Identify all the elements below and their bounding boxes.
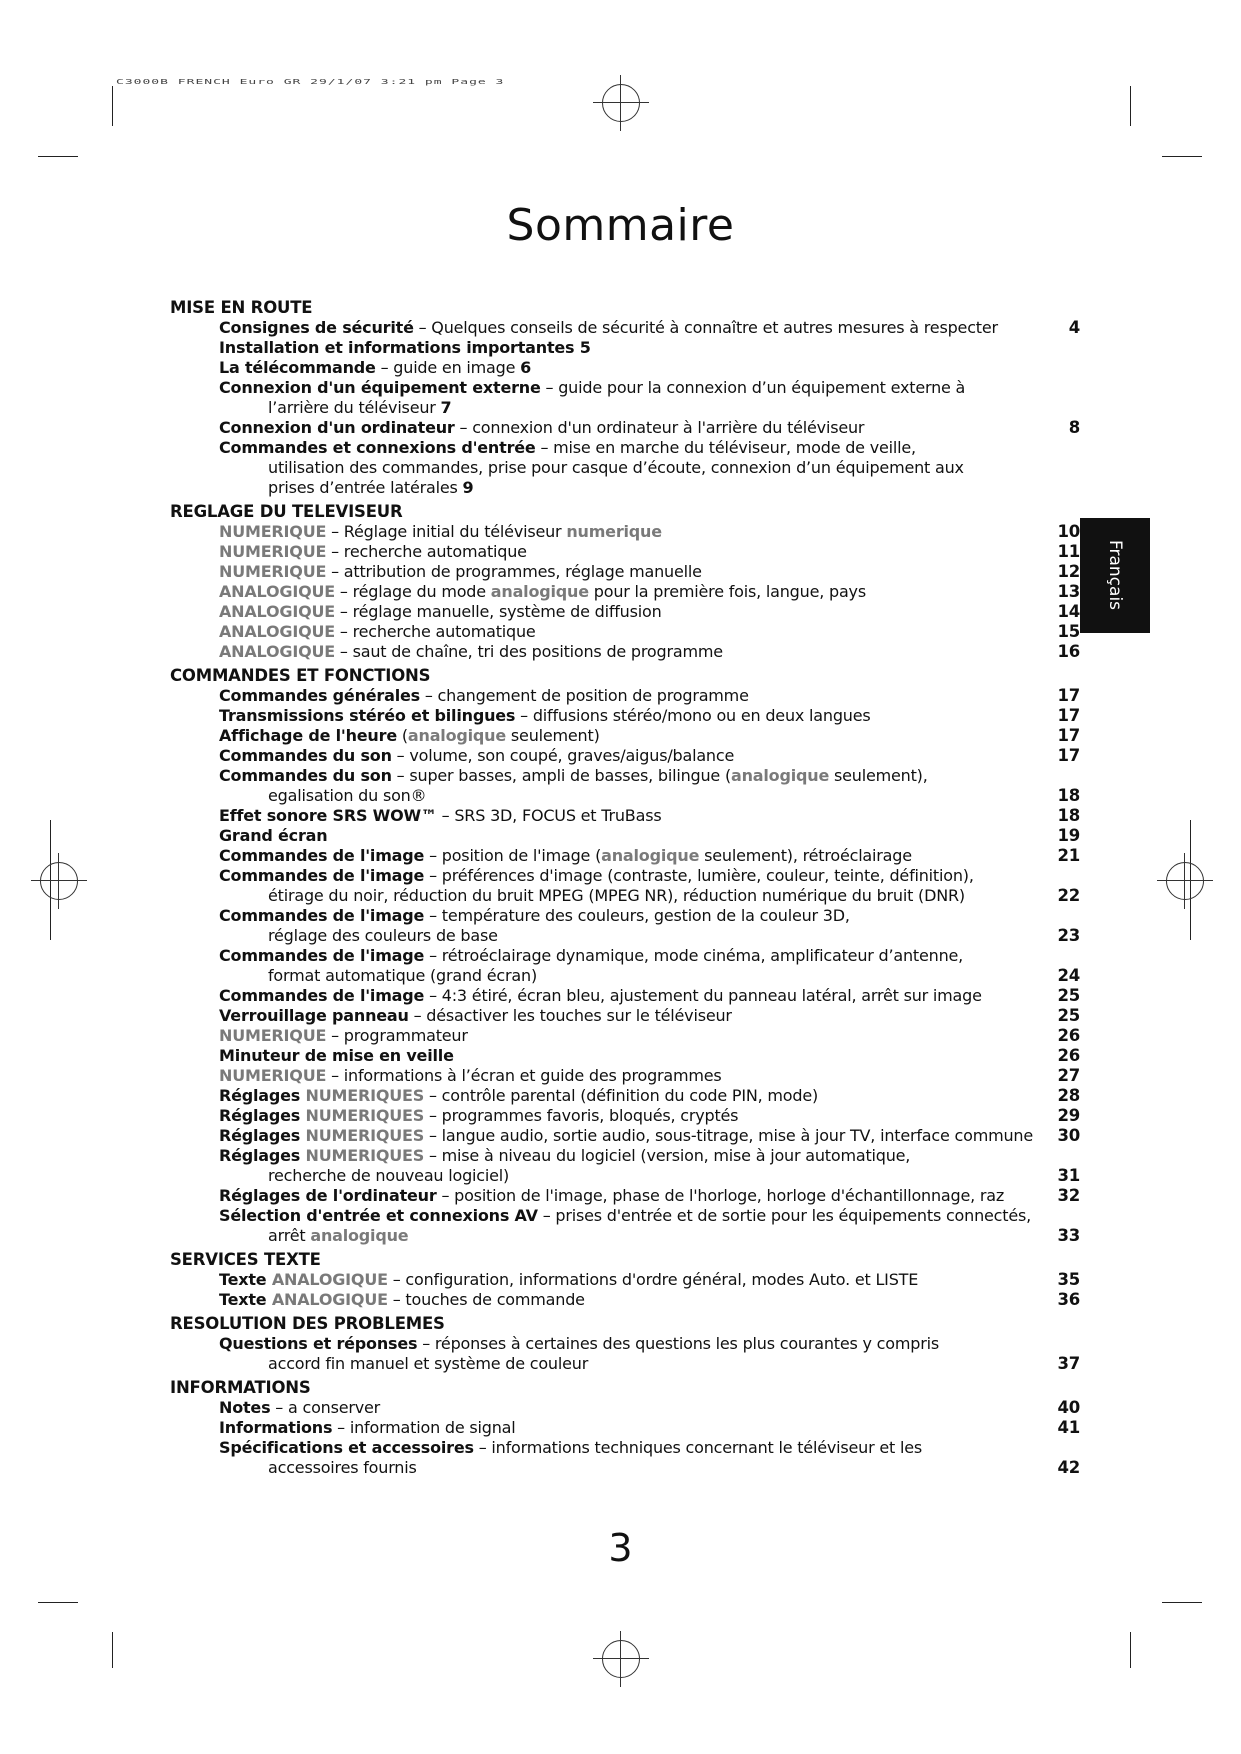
entry-line — [219, 378, 1010, 398]
entry-line — [219, 846, 1010, 866]
entry-page-number: 26 — [1057, 1046, 1080, 1065]
entry-heading: Connexion d'un équipement externe — [219, 378, 541, 397]
entry-line — [219, 1006, 1010, 1026]
section-title: COMMANDES ET FONCTIONS — [170, 666, 431, 685]
entry-page-number: 16 — [1057, 642, 1080, 661]
toc-entry[interactable] — [170, 766, 1080, 806]
entry-line — [219, 826, 1010, 846]
mode-label: numerique — [566, 522, 662, 541]
entry-description: – touches de commande — [387, 1290, 585, 1309]
entry-page-number: 22 — [1057, 886, 1080, 905]
entry-description: – programmateur — [326, 1026, 468, 1045]
entry-page-number: 26 — [1057, 1026, 1080, 1045]
entry-heading: 6 — [520, 358, 532, 377]
mode-label: analogique — [490, 582, 589, 601]
entry-page-number: 18 — [1057, 786, 1080, 805]
toc-entry[interactable] — [170, 1186, 1080, 1206]
entry-page-number: 13 — [1057, 582, 1080, 601]
entry-heading: Affichage de l'heure — [219, 726, 397, 745]
mode-label: NUMERIQUES — [305, 1086, 425, 1105]
mode-label: analogique — [731, 766, 830, 785]
entry-line — [219, 1354, 1010, 1374]
entry-line — [219, 926, 1010, 946]
entry-description: – recherche automatique — [335, 622, 536, 641]
toc-entry[interactable] — [170, 1066, 1080, 1086]
entry-heading: Commandes du son — [219, 766, 392, 785]
entry-page-number: 15 — [1057, 622, 1080, 641]
entry-line — [219, 866, 1010, 886]
toc-entry[interactable] — [170, 1126, 1080, 1146]
mode-label: analogique — [601, 846, 700, 865]
section-title: SERVICES TEXTE — [170, 1250, 321, 1269]
entry-description: – recherche automatique — [326, 542, 527, 561]
toc-entry[interactable] — [170, 358, 1080, 378]
toc-entry[interactable] — [170, 542, 1080, 562]
entry-line — [219, 1126, 1034, 1146]
entry-description: – changement de position de programme — [419, 686, 749, 705]
registration-mark — [40, 862, 78, 900]
mode-label: analogique — [310, 1226, 409, 1245]
entry-description: – informations techniques concernant le téléviseur et les — [473, 1438, 922, 1457]
toc-entry[interactable] — [170, 906, 1080, 946]
entry-page-number: 12 — [1057, 562, 1080, 581]
entry-line — [219, 1270, 1010, 1290]
mode-label: NUMERIQUE — [219, 1026, 327, 1045]
entry-description: – configuration, informations d'ordre général, modes Auto. et LISTE — [387, 1270, 919, 1289]
entry-line — [219, 726, 1010, 746]
crop-mark — [1162, 156, 1202, 157]
entry-heading: 7 — [440, 398, 452, 417]
mode-label: NUMERIQUE — [219, 542, 327, 561]
entry-heading: 9 — [462, 478, 474, 497]
toc-entry[interactable] — [170, 746, 1080, 766]
entry-page-number: 19 — [1057, 826, 1080, 845]
entry-heading: Commandes générales — [219, 686, 420, 705]
registration-mark — [602, 1640, 640, 1678]
section-title: REGLAGE DU TELEVISEUR — [170, 502, 403, 521]
entry-line — [219, 642, 1010, 662]
entry-line — [219, 478, 1010, 498]
toc-section — [170, 502, 1080, 662]
entry-description: – saut de chaîne, tri des positions de programme — [335, 642, 723, 661]
entry-page-number: 32 — [1057, 1186, 1080, 1205]
entry-description: – volume, son coupé, graves/aigus/balance — [391, 746, 735, 765]
entry-description: seulement) — [506, 726, 600, 745]
entry-line — [219, 1206, 1032, 1226]
mode-label: ANALOGIQUE — [219, 582, 335, 601]
language-tab — [1080, 518, 1150, 633]
entry-page-number: 4 — [1068, 318, 1080, 337]
registration-mark — [1166, 862, 1204, 900]
entry-description: – désactiver les touches sur le téléviseur — [408, 1006, 732, 1025]
language-tab-label: Français — [1105, 539, 1125, 611]
entry-description: réglage des couleurs de base — [268, 926, 498, 945]
entry-page-number: 18 — [1057, 806, 1080, 825]
entry-line — [219, 438, 1010, 458]
entry-line — [219, 1166, 1010, 1186]
entry-line — [219, 1026, 1010, 1046]
toc-entry[interactable] — [170, 806, 1080, 826]
entry-description: – informations à l’écran et guide des programmes — [326, 1066, 722, 1085]
entry-page-number: 25 — [1057, 986, 1080, 1005]
entry-description: – mise en marche du téléviseur, mode de veille, — [535, 438, 916, 457]
entry-heading: Transmissions stéréo et bilingues — [219, 706, 516, 725]
entry-heading: Sélection d'entrée et connexions AV — [219, 1206, 538, 1225]
toc-entry[interactable] — [170, 1146, 1080, 1186]
entry-heading: Commandes de l'image — [219, 866, 425, 885]
entry-line — [219, 562, 1010, 582]
toc-entry[interactable] — [170, 418, 1080, 438]
mode-label: ANALOGIQUE — [219, 602, 335, 621]
entry-line — [219, 746, 1010, 766]
toc-entry[interactable] — [170, 1086, 1080, 1106]
entry-heading: Commandes de l'image — [219, 906, 425, 925]
entry-description: – réglage manuelle, système de diffusion — [335, 602, 662, 621]
toc-entry[interactable] — [170, 866, 1080, 906]
toc-section — [170, 1250, 1080, 1310]
print-header: C3000B FRENCH Euro GR 29/1/07 3:21 pm Page 3 — [116, 78, 505, 87]
entry-heading: Commandes et connexions d'entrée — [219, 438, 536, 457]
entry-line — [219, 906, 1010, 926]
entry-heading: La télécommande — [219, 358, 376, 377]
entry-page-number: 25 — [1057, 1006, 1080, 1025]
crop-mark — [38, 1602, 78, 1603]
entry-line — [219, 398, 1010, 418]
toc-entry[interactable] — [170, 1398, 1080, 1418]
entry-description: – position de l'image, phase de l'horloge, horloge d'échantillonnage, raz — [436, 1186, 1005, 1205]
crop-mark — [112, 1632, 113, 1668]
mode-label: ANALOGIQUE — [271, 1270, 388, 1289]
entry-line — [219, 582, 1010, 602]
entry-page-number: 17 — [1057, 706, 1080, 725]
entry-heading: Spécifications et accessoires — [219, 1438, 474, 1457]
entry-page-number: 11 — [1057, 542, 1080, 561]
toc-entry[interactable] — [170, 706, 1080, 726]
entry-heading: Réglages — [219, 1106, 306, 1125]
toc-entry[interactable] — [170, 438, 1080, 498]
section-title: MISE EN ROUTE — [170, 298, 313, 317]
entry-heading: Réglages — [219, 1146, 306, 1165]
entry-description: étirage du noir, réduction du bruit MPEG (MPEG NR), réduction numérique du bruit (DNR) — [268, 886, 965, 905]
entry-heading: Effet sonore SRS WOW™ — [219, 806, 437, 825]
toc-entry[interactable] — [170, 582, 1080, 602]
toc-section — [170, 666, 1080, 1246]
entry-line — [219, 602, 1010, 622]
entry-description: – langue audio, sortie audio, sous-titrage, mise à jour TV, interface commune — [424, 1126, 1034, 1145]
entry-page-number: 17 — [1057, 686, 1080, 705]
entry-description: – 4:3 étiré, écran bleu, ajustement du panneau latéral, arrêt sur image — [424, 986, 982, 1005]
entry-heading: Informations — [219, 1418, 333, 1437]
entry-page-number: 21 — [1057, 846, 1080, 865]
toc-entry[interactable] — [170, 1106, 1080, 1126]
toc-entry[interactable] — [170, 986, 1080, 1006]
entry-line — [219, 418, 1010, 438]
entry-page-number: 17 — [1057, 746, 1080, 765]
toc-entry[interactable] — [170, 726, 1080, 746]
toc-entry[interactable] — [170, 318, 1080, 338]
page-number: 3 — [608, 1526, 633, 1570]
entry-line — [219, 358, 1010, 378]
entry-line — [219, 458, 1010, 478]
entry-description: recherche de nouveau logiciel) — [268, 1166, 510, 1185]
entry-heading: Connexion d'un ordinateur — [219, 418, 455, 437]
toc-section — [170, 1378, 1080, 1478]
mode-label: NUMERIQUE — [219, 562, 327, 581]
entry-description: arrêt — [268, 1226, 311, 1245]
entry-description: – Réglage initial du téléviseur — [326, 522, 567, 541]
toc-entry[interactable] — [170, 642, 1080, 662]
table-of-contents — [170, 298, 1080, 1482]
toc-entry[interactable] — [170, 522, 1080, 542]
entry-line — [219, 1186, 1010, 1206]
entry-description: – guide pour la connexion d’un équipement externe à — [540, 378, 966, 397]
section-title: INFORMATIONS — [170, 1378, 311, 1397]
entry-description: – préférences d'image (contraste, lumière, couleur, teinte, définition), — [424, 866, 974, 885]
entry-line — [219, 946, 1010, 966]
crop-mark — [1130, 1632, 1131, 1668]
entry-description: – SRS 3D, FOCUS et TruBass — [436, 806, 662, 825]
toc-entry[interactable] — [170, 1334, 1080, 1374]
entry-line — [219, 1418, 1010, 1438]
entry-page-number: 31 — [1057, 1166, 1080, 1185]
entry-line — [219, 1066, 1010, 1086]
entry-page-number: 40 — [1057, 1398, 1080, 1417]
entry-line — [219, 766, 1010, 786]
entry-page-number: 24 — [1057, 966, 1080, 985]
entry-heading: Texte — [219, 1270, 272, 1289]
entry-line — [219, 806, 1010, 826]
mode-label: NUMERIQUES — [305, 1126, 425, 1145]
entry-page-number: 37 — [1057, 1354, 1080, 1373]
entry-heading: Minuteur de mise en veille — [219, 1046, 454, 1065]
entry-line — [219, 1334, 1010, 1354]
entry-heading: Commandes du son — [219, 746, 392, 765]
entry-description: – connexion d'un ordinateur à l'arrière du téléviseur — [454, 418, 865, 437]
crop-mark — [1130, 86, 1131, 126]
entry-line — [219, 986, 1010, 1006]
crop-mark — [38, 156, 78, 157]
entry-description: – mise à niveau du logiciel (version, mise à jour automatique, — [424, 1146, 911, 1165]
registration-mark — [602, 84, 640, 122]
toc-entry[interactable] — [170, 1270, 1080, 1290]
entry-line — [219, 318, 1010, 338]
entry-description: – réglage du mode — [335, 582, 491, 601]
entry-page-number: 10 — [1057, 522, 1080, 541]
entry-heading: Réglages — [219, 1126, 306, 1145]
entry-line — [219, 542, 1010, 562]
entry-page-number: 42 — [1057, 1458, 1080, 1477]
entry-line — [219, 1046, 1010, 1066]
entry-heading: Réglages de l'ordinateur — [219, 1186, 437, 1205]
entry-description: – programmes favoris, bloqués, cryptés — [424, 1106, 739, 1125]
entry-line — [219, 338, 1010, 358]
entry-page-number: 35 — [1057, 1270, 1080, 1289]
toc-entry[interactable] — [170, 1438, 1080, 1478]
entry-description: – rétroéclairage dynamique, mode cinéma, amplificateur d’antenne, — [424, 946, 964, 965]
entry-heading: Notes — [219, 1398, 271, 1417]
entry-description: – réponses à certaines des questions les plus courantes y compris — [417, 1334, 939, 1353]
entry-heading: Commandes de l'image — [219, 986, 425, 1005]
entry-line — [219, 1458, 1010, 1478]
entry-description: seulement), rétroéclairage — [699, 846, 912, 865]
entry-line — [219, 1226, 1010, 1246]
entry-page-number: 8 — [1068, 418, 1080, 437]
entry-line — [219, 1146, 1010, 1166]
entry-line — [219, 1086, 1010, 1106]
entry-page-number: 23 — [1057, 926, 1080, 945]
entry-description: – a conserver — [270, 1398, 381, 1417]
entry-heading: Réglages — [219, 1086, 306, 1105]
entry-heading: Grand écran — [219, 826, 328, 845]
entry-page-number: 36 — [1057, 1290, 1080, 1309]
entry-description: pour la première fois, langue, pays — [588, 582, 866, 601]
mode-label: NUMERIQUE — [219, 1066, 327, 1085]
entry-description: ( — [396, 726, 408, 745]
entry-description: – attribution de programmes, réglage manuelle — [326, 562, 702, 581]
entry-line — [219, 706, 1010, 726]
toc-entry[interactable] — [170, 622, 1080, 642]
entry-heading: Commandes de l'image — [219, 946, 425, 965]
mode-label: analogique — [407, 726, 507, 745]
toc-entry[interactable] — [170, 562, 1080, 582]
crop-mark — [1162, 1602, 1202, 1603]
entry-heading: Questions et réponses — [219, 1334, 418, 1353]
crop-mark — [112, 86, 113, 126]
entry-line — [219, 686, 1010, 706]
toc-entry[interactable] — [170, 378, 1080, 418]
entry-description: – guide en image — [375, 358, 521, 377]
entry-line — [219, 886, 1010, 906]
entry-heading: Texte — [219, 1290, 272, 1309]
mode-label: NUMERIQUES — [305, 1106, 425, 1125]
entry-description: seulement), — [829, 766, 928, 785]
entry-description: – super basses, ampli de basses, bilingue ( — [391, 766, 731, 785]
entry-heading: Installation et informations importantes 5 — [219, 338, 591, 357]
entry-description: l’arrière du téléviseur — [268, 398, 441, 417]
entry-line — [219, 522, 1010, 542]
entry-heading: Verrouillage panneau — [219, 1006, 409, 1025]
entry-page-number: 27 — [1057, 1066, 1080, 1085]
toc-section — [170, 1314, 1080, 1374]
entry-description: accord fin manuel et système de couleur — [268, 1354, 589, 1373]
toc-entry[interactable] — [170, 1418, 1080, 1438]
entry-page-number: 17 — [1057, 726, 1080, 745]
entry-description: – température des couleurs, gestion de la couleur 3D, — [424, 906, 850, 925]
entry-page-number: 41 — [1057, 1418, 1080, 1437]
entry-line — [219, 1398, 1010, 1418]
entry-page-number: 29 — [1057, 1106, 1080, 1125]
toc-entry[interactable] — [170, 1046, 1080, 1066]
entry-line — [219, 1438, 1010, 1458]
entry-description: utilisation des commandes, prise pour casque d’écoute, connexion d’un équipement aux — [268, 458, 964, 477]
mode-label: ANALOGIQUE — [219, 622, 335, 641]
toc-entry[interactable] — [170, 1290, 1080, 1310]
entry-description: – Quelques conseils de sécurité à connaître et autres mesures à respecter — [413, 318, 998, 337]
toc-entry[interactable] — [170, 1206, 1080, 1246]
entry-description: – information de signal — [332, 1418, 516, 1437]
entry-page-number: 30 — [1057, 1126, 1080, 1145]
toc-entry[interactable] — [170, 338, 1080, 358]
entry-heading: Commandes de l'image — [219, 846, 425, 865]
entry-line — [219, 622, 1010, 642]
toc-entry[interactable] — [170, 1026, 1080, 1046]
toc-entry[interactable] — [170, 846, 1080, 866]
toc-entry[interactable] — [170, 946, 1080, 986]
page-title: Sommaire — [506, 200, 735, 251]
entry-page-number: 33 — [1057, 1226, 1080, 1245]
entry-page-number: 28 — [1057, 1086, 1080, 1105]
entry-line — [219, 1106, 1010, 1126]
toc-entry[interactable] — [170, 826, 1080, 846]
mode-label: NUMERIQUES — [305, 1146, 425, 1165]
entry-line — [219, 1290, 1010, 1310]
toc-section — [170, 298, 1080, 498]
entry-line — [219, 966, 1010, 986]
mode-label: ANALOGIQUE — [219, 642, 335, 661]
toc-entry[interactable] — [170, 1006, 1080, 1026]
entry-description: format automatique (grand écran) — [268, 966, 537, 985]
entry-description: egalisation du son® — [268, 786, 427, 805]
mode-label: NUMERIQUE — [219, 522, 327, 541]
entry-description: – position de l'image ( — [424, 846, 602, 865]
entry-description: – prises d'entrée et de sortie pour les équipements connectés, — [537, 1206, 1032, 1225]
entry-heading: Consignes de sécurité — [219, 318, 414, 337]
entry-page-number: 14 — [1057, 602, 1080, 621]
mode-label: ANALOGIQUE — [271, 1290, 388, 1309]
entry-description: accessoires fournis — [268, 1458, 417, 1477]
entry-description: – contrôle parental (définition du code PIN, mode) — [424, 1086, 819, 1105]
entry-description: – diffusions stéréo/mono ou en deux langues — [515, 706, 871, 725]
entry-line — [219, 786, 1010, 806]
section-title: RESOLUTION DES PROBLEMES — [170, 1314, 445, 1333]
entry-description: prises d’entrée latérales — [268, 478, 463, 497]
toc-entry[interactable] — [170, 686, 1080, 706]
toc-entry[interactable] — [170, 602, 1080, 622]
